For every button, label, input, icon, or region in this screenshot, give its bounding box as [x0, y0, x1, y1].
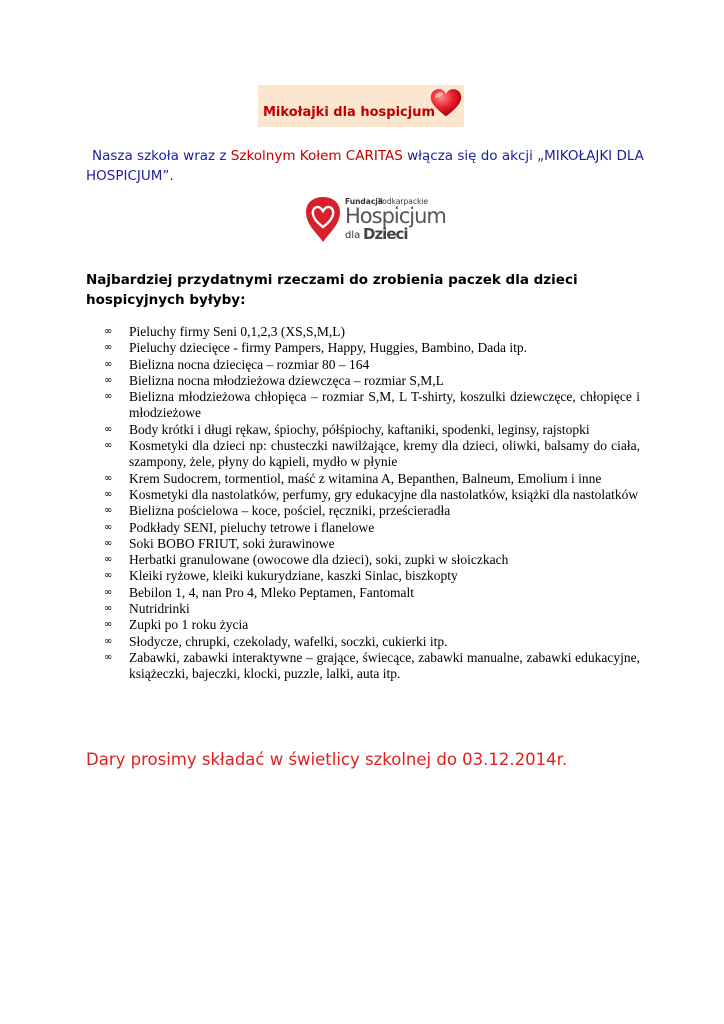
infinity-bullet-icon: ∞	[104, 472, 113, 484]
list-item	[104, 585, 640, 601]
infinity-bullet-icon: ∞	[104, 374, 113, 386]
infinity-bullet-icon: ∞	[104, 391, 113, 403]
infinity-bullet-icon: ∞	[104, 505, 113, 517]
heart-pin-logo-icon	[303, 195, 343, 243]
list-item	[104, 389, 640, 422]
caritas-highlight: Szkolnym Kołem CARITAS	[230, 148, 403, 164]
list-item	[104, 503, 640, 519]
infinity-bullet-icon: ∞	[104, 651, 113, 663]
list-item-text: Zupki po 1 roku życia	[129, 617, 249, 633]
list-item-text: Bielizna młodzieżowa chłopięca – rozmiar S,M, L T-shirty, koszulki dziewczęce, chłopięce i młodzieżowe	[129, 389, 640, 421]
infinity-bullet-icon: ∞	[104, 570, 113, 582]
list-item-text: Bebilon 1, 4, nan Pro 4, Mleko Peptamen, Fantomalt	[129, 584, 414, 600]
list-item-text: Kosmetyki dla nastolatków, perfumy, gry edukacyjne dla nastolatków, książki dla nastolatków	[129, 486, 639, 502]
infinity-bullet-icon: ∞	[104, 358, 113, 370]
list-item-text: Bielizna nocna dziecięca – rozmiar 80 – 164	[129, 356, 370, 372]
infinity-bullet-icon: ∞	[104, 521, 113, 533]
list-item	[104, 471, 640, 487]
hospicjum-logo	[303, 195, 446, 243]
logo-line1b: Podkarpackie	[378, 197, 429, 206]
intro-paragraph	[86, 146, 656, 186]
list-item	[104, 634, 640, 650]
list-item	[104, 324, 640, 340]
page-title: Mikołajki dla hospicjum	[263, 105, 436, 120]
list-item	[104, 422, 640, 438]
donation-items-list	[104, 324, 640, 683]
list-item-text: Słodycze, chrupki, czekolady, wafelki, soczki, cukierki itp.	[129, 633, 448, 649]
list-item-text: Nutridrinki	[129, 601, 190, 617]
infinity-bullet-icon: ∞	[104, 635, 113, 647]
title-banner	[258, 85, 464, 127]
list-item	[104, 373, 640, 389]
list-item	[104, 340, 640, 356]
infinity-bullet-icon: ∞	[104, 423, 113, 435]
list-item-text: Soki BOBO FRIUT, soki żurawinowe	[129, 535, 335, 551]
list-item	[104, 520, 640, 536]
logo-wordmark	[345, 197, 446, 243]
list-item	[104, 536, 640, 552]
logo-line2: Hospicjum	[345, 204, 446, 228]
list-item-text: Herbatki granulowane (owocowe dla dzieci), soki, zupki w słoiczkach	[129, 552, 509, 568]
infinity-bullet-icon: ∞	[104, 619, 113, 631]
footer-note: Dary prosimy składać w świetlicy szkolnej do 03.12.2014r.	[86, 750, 568, 769]
list-item-text: Kleiki ryżowe, kleiki kukurydziane, kaszki Sinlac, biszkopty	[129, 568, 458, 584]
list-item-text: Pieluchy dziecięce - firmy Pampers, Happy, Huggies, Bambino, Dada itp.	[129, 340, 528, 356]
logo-line3b: Dzieci	[363, 225, 408, 243]
list-item-text: Pieluchy firmy Seni 0,1,2,3 (XS,S,M,L)	[129, 324, 345, 339]
list-item	[104, 650, 640, 683]
intro-text-end: włącza się do akcji „MIKOŁAJKI DLA HOSPICJUM”.	[86, 148, 644, 184]
infinity-bullet-icon: ∞	[104, 603, 113, 615]
list-item-text: Krem Sudocrem, tormentiol, maść z witamina A, Bepanthen, Balneum, Emolium i inne	[129, 470, 602, 486]
list-item	[104, 438, 640, 471]
logo-line3a: dla	[345, 230, 361, 241]
infinity-bullet-icon: ∞	[104, 586, 113, 598]
infinity-bullet-icon: ∞	[104, 326, 113, 337]
list-heading: Najbardziej przydatnymi rzeczami do zrobienia paczek dla dzieci hospicyjnych byłyby:	[86, 272, 578, 308]
list-item	[104, 357, 640, 373]
list-item-text: Body krótki i długi rękaw, śpiochy, półśpiochy, kaftaniki, spodenki, leginsy, rajstopki	[129, 421, 590, 437]
list-item-text: Bielizna pościelowa – koce, pościel, ręczniki, prześcieradła	[129, 503, 451, 519]
heart-icon	[428, 87, 464, 119]
infinity-bullet-icon: ∞	[104, 537, 113, 549]
list-item	[104, 601, 640, 617]
list-item	[104, 552, 640, 568]
list-item	[104, 487, 640, 503]
infinity-bullet-icon: ∞	[104, 440, 113, 452]
infinity-bullet-icon: ∞	[104, 554, 113, 566]
list-item-text: Podkłady SENI, pieluchy tetrowe i flanelowe	[129, 519, 375, 535]
logo-line1: Fundacja	[345, 197, 383, 206]
list-item-text: Kosmetyki dla dzieci np: chusteczki nawilżające, kremy dla dzieci, oliwki, balsamy do ciała, szampony, żele, płyny do kąpieli, mydło w płynie	[129, 438, 640, 470]
list-item-text: Bielizna nocna młodzieżowa dziewczęca – rozmiar S,M,L	[129, 372, 444, 388]
infinity-bullet-icon: ∞	[104, 488, 113, 500]
list-item-text: Zabawki, zabawki interaktywne – grające, świecące, zabawki manualne, zabawki edukacyjne, książeczki, bajeczki, klocki, puzzle, lalki, auta itp.	[129, 649, 640, 682]
list-item	[104, 617, 640, 633]
infinity-bullet-icon: ∞	[104, 342, 113, 354]
list-item	[104, 568, 640, 584]
intro-text-start: Nasza szkoła wraz z	[92, 148, 231, 164]
